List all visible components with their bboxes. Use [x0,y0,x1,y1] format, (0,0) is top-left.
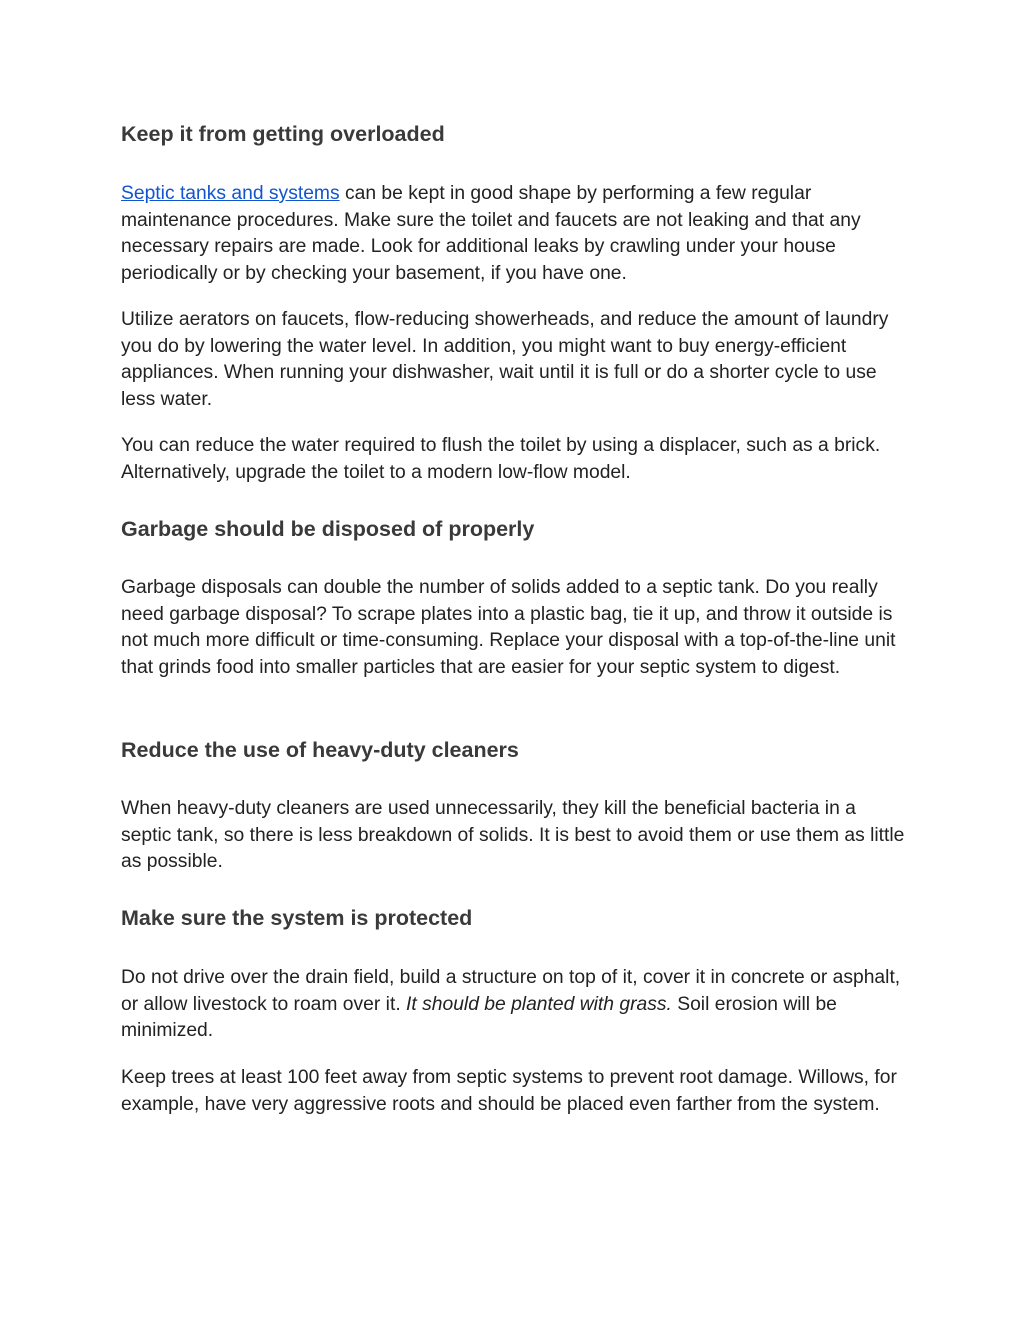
paragraph-text: Do not drive over the drain field, build a structure on top of it, cover it in concrete or asphalt, or allow livestock to roam over it. [121,967,901,1015]
paragraph: Utilize aerators on faucets, flow-reducing showerheads, and reduce the amount of laundry you do by lowering the water level. In addition, you might want to buy energy-efficient appliances. When running your dishwasher, wait until it is full or do a shorter cycle to use less water. [121,309,889,410]
section-heading: Garbage should be disposed of properly [121,517,535,541]
section-heading: Make sure the system is protected [121,906,473,930]
paragraph [121,965,905,1045]
paragraph [121,181,905,287]
paragraph: Keep trees at least 100 feet away from septic systems to prevent root damage. Willows, for example, have very aggressive roots and should be placed even farther from the system. [121,1067,897,1115]
section-heading: Keep it from getting overloaded [121,122,445,146]
septic-tanks-link[interactable]: Septic tanks and systems [121,183,340,204]
italic-text: It should be planted with grass. [406,993,672,1015]
paragraph: When heavy-duty cleaners are used unnecessarily, they kill the beneficial bacteria in a septic tank, so there is less breakdown of solids. It is best to avoid them or use them as little as possible. [121,798,905,872]
paragraph: Garbage disposals can double the number of solids added to a septic tank. Do you really need garbage disposal? To scrape plates into a plastic bag, tie it up, and throw it outside is not much more difficult or time-consuming. Replace your disposal with a top-of-the-line unit that grinds food into smaller particles that are easier for your septic system to digest. [121,577,896,678]
paragraph-text: Soil erosion will be minimized. [121,993,837,1041]
paragraph-text: can be kept in good shape by performing a few regular maintenance procedures. Make sure the toilet and faucets are not leaking and that any necessary repairs are made. Look for additional leaks by crawling under your house periodically or by checking your basement, if you have one. [121,183,861,284]
section-heading: Reduce the use of heavy-duty cleaners [121,738,519,762]
paragraph: You can reduce the water required to flush the toilet by using a displacer, such as a brick. Alternatively, upgrade the toilet to a modern low-flow model. [121,435,881,483]
